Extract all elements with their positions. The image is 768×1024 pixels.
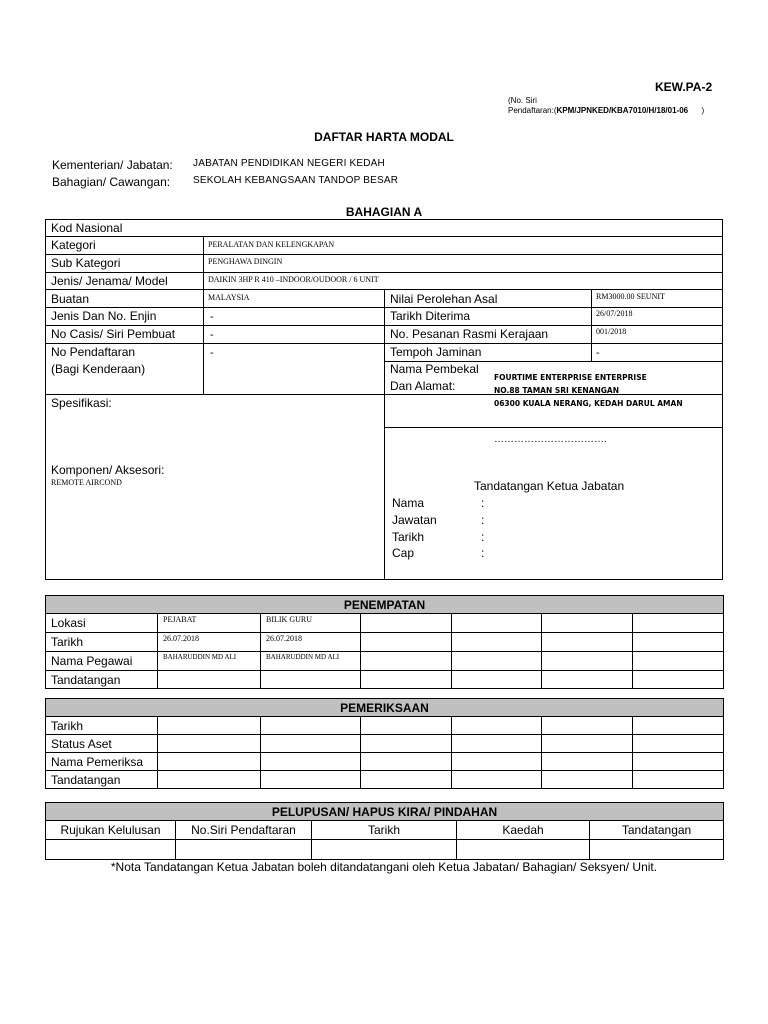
buatan-value: MALAYSIA	[208, 293, 250, 302]
jawatan-label: Jawatan	[392, 513, 437, 527]
table-cell	[158, 753, 261, 771]
jaminan-label: Tempoh Jaminan	[390, 345, 482, 359]
buatan-label: Buatan	[51, 292, 90, 306]
registration-prefix: (No. Siri	[508, 96, 537, 105]
pemeriksaan-table	[45, 698, 724, 789]
table-cell	[452, 671, 542, 689]
table-cell: PEJABAT	[158, 614, 261, 633]
ministry-label: Kementerian/ Jabatan:	[52, 158, 173, 172]
column-header: No.Siri Pendaftaran	[176, 821, 312, 840]
nilai-value: RM3000.00 SEUNIT	[596, 292, 665, 301]
table-cell	[542, 771, 633, 789]
supplier-name: FOURTIME ENTERPRISE ENTERPRISE	[494, 373, 647, 382]
table-cell	[452, 633, 542, 652]
table-row	[46, 771, 724, 789]
table-cell	[261, 771, 361, 789]
table-row	[46, 753, 724, 771]
footnote: *Nota Tandatangan Ketua Jabatan boleh ditandatangani oleh Ketua Jabatan/ Bahagian/ Seksyen/ Unit.	[110, 860, 658, 874]
supplier-address-2: 06300 KUALA NERANG, KEDAH DARUL AMAN	[494, 399, 683, 408]
division-label: Bahagian/ Cawangan:	[52, 175, 171, 189]
signature-line: …………………………….	[494, 434, 607, 445]
table-cell	[633, 671, 724, 689]
table-row	[46, 735, 724, 753]
table-cell: 26.07.2018	[158, 633, 261, 652]
row-label: Nama Pemeriksa	[46, 753, 158, 771]
kategori-value: PERALATAN DAN KELENGKAPAN	[208, 240, 335, 249]
table-cell	[542, 614, 633, 633]
row-label: Tarikh	[46, 717, 158, 735]
tarikh-label: Tarikh	[392, 530, 425, 544]
table-cell	[361, 753, 452, 771]
table-cell	[261, 671, 361, 689]
table-cell	[361, 717, 452, 735]
table-cell	[542, 633, 633, 652]
table-cell	[361, 652, 452, 671]
column-header: Kaedah	[457, 821, 590, 840]
enjin-value: -	[210, 311, 214, 323]
table-cell	[542, 717, 633, 735]
table-cell	[452, 771, 542, 789]
table-row	[46, 840, 724, 860]
table-header-row	[46, 821, 724, 840]
column-header: Tarikh	[312, 821, 457, 840]
row-divider	[46, 254, 722, 255]
nama-label: Nama	[392, 496, 425, 510]
table-cell	[542, 671, 633, 689]
row-label: Nama Pegawai	[46, 652, 158, 671]
table-cell	[633, 753, 724, 771]
registration-close: )	[701, 106, 705, 115]
jaminan-value: -	[596, 347, 600, 359]
table-cell	[158, 717, 261, 735]
penempatan-title: PENEMPATAN	[46, 596, 724, 614]
column-divider	[384, 289, 385, 579]
table-cell	[176, 840, 312, 860]
table-row	[46, 652, 724, 671]
kod-nasional-label: Kod Nasional	[51, 221, 123, 235]
tarikh-diterima-value: 26/07/2018	[596, 309, 633, 318]
komponen-value: REMOTE AIRCOND	[51, 478, 122, 487]
table-cell	[361, 633, 452, 652]
jenis-value: DAIKIN 3HP R 410 –INDOOR/OUDOOR / 6 UNIT	[208, 275, 379, 284]
pembekal-label: Nama Pembekal	[390, 362, 479, 376]
row-label: Tandatangan	[46, 771, 158, 789]
column-divider	[203, 236, 204, 394]
table-cell	[46, 840, 176, 860]
pemeriksaan-title: PEMERIKSAAN	[46, 699, 724, 717]
table-cell	[158, 671, 261, 689]
nilai-label: Nilai Perolehan Asal	[390, 292, 498, 306]
division-value: SEKOLAH KEBANGSAAN TANDOP BESAR	[193, 175, 399, 186]
row-divider	[46, 272, 722, 273]
table-cell: BILIK GURU	[261, 614, 361, 633]
tarikh-colon: :	[481, 530, 485, 544]
registration-number: KPM/JPNKED/KBA7010/H/18/01-06	[556, 106, 689, 115]
table-cell: BAHARUDDIN MD ALI	[158, 652, 261, 671]
komponen-label: Komponen/ Aksesori:	[51, 463, 165, 477]
tarikh-diterima-label: Tarikh Diterima	[390, 309, 471, 323]
table-cell: 26.07.2018	[261, 633, 361, 652]
column-header: Tandatangan	[590, 821, 724, 840]
cap-colon: :	[481, 546, 485, 560]
form-code: KEW.PA-2	[655, 80, 713, 94]
jawatan-colon: :	[481, 513, 485, 527]
ministry-value: JABATAN PENDIDIKAN NEGERI KEDAH	[193, 158, 385, 169]
pendaftaran-value: -	[210, 347, 214, 359]
table-cell	[452, 614, 542, 633]
nama-colon: :	[481, 496, 485, 510]
enjin-label: Jenis Dan No. Enjin	[51, 309, 157, 323]
pelupusan-title: PELUPUSAN/ HAPUS KIRA/ PINDAHAN	[46, 803, 724, 821]
table-cell	[261, 717, 361, 735]
table-cell	[312, 840, 457, 860]
table-cell	[633, 652, 724, 671]
spesifikasi-label: Spesifikasi:	[51, 396, 112, 410]
sub-kategori-value: PENGHAWA DINGIN	[208, 257, 283, 266]
pesanan-label: No. Pesanan Rasmi Kerajaan	[390, 327, 549, 341]
table-cell	[633, 735, 724, 753]
table-cell	[261, 753, 361, 771]
table-cell	[452, 753, 542, 771]
registration-label: Pendaftaran:(	[508, 106, 557, 115]
registration-line	[508, 106, 704, 116]
row-label: Tandatangan	[46, 671, 158, 689]
signature-caption: Tandatangan Ketua Jabatan	[474, 479, 625, 493]
table-cell	[633, 614, 724, 633]
supplier-address-1: NO.88 TAMAN SRI KENANGAN	[494, 386, 619, 395]
table-cell	[542, 652, 633, 671]
row-divider	[46, 236, 722, 237]
casis-label: No Casis/ Siri Pembuat	[51, 327, 176, 341]
table-cell	[361, 671, 452, 689]
pendaftaran-label: No Pendaftaran	[51, 345, 136, 359]
row-label: Tarikh	[46, 633, 158, 652]
table-row	[46, 633, 724, 652]
table-cell	[452, 735, 542, 753]
table-cell	[542, 735, 633, 753]
table-cell	[452, 652, 542, 671]
table-cell	[457, 840, 590, 860]
table-row	[46, 717, 724, 735]
row-divider	[384, 427, 722, 428]
kategori-label: Kategori	[51, 238, 96, 252]
table-cell	[361, 614, 452, 633]
alamat-label: Dan Alamat:	[390, 379, 456, 393]
pendaftaran-sub-label: (Bagi Kenderaan)	[51, 362, 146, 376]
section-a-title: BAHAGIAN A	[345, 205, 423, 219]
document-title: DAFTAR HARTA MODAL	[314, 130, 454, 144]
jenis-label: Jenis/ Jenama/ Model	[51, 274, 168, 288]
table-cell	[261, 735, 361, 753]
pelupusan-table	[45, 802, 724, 860]
penempatan-table	[45, 595, 724, 689]
table-cell	[452, 717, 542, 735]
table-cell: BAHARUDDIN MD ALI	[261, 652, 361, 671]
registration-block	[508, 96, 704, 116]
table-cell	[361, 735, 452, 753]
sub-kategori-label: Sub Kategori	[51, 256, 121, 270]
cap-label: Cap	[392, 546, 415, 560]
column-header: Rujukan Kelulusan	[46, 821, 176, 840]
row-label: Lokasi	[46, 614, 158, 633]
table-row	[46, 614, 724, 633]
table-cell	[633, 717, 724, 735]
table-cell	[361, 771, 452, 789]
table-cell	[542, 753, 633, 771]
section-a-table	[45, 219, 723, 580]
table-cell	[590, 840, 724, 860]
table-cell	[633, 633, 724, 652]
table-cell	[633, 771, 724, 789]
pesanan-value: 001/2018	[596, 327, 627, 336]
table-row	[46, 671, 724, 689]
column-divider	[591, 289, 592, 361]
casis-value: -	[210, 329, 214, 341]
table-cell	[158, 735, 261, 753]
table-cell	[158, 771, 261, 789]
row-label: Status Aset	[46, 735, 158, 753]
